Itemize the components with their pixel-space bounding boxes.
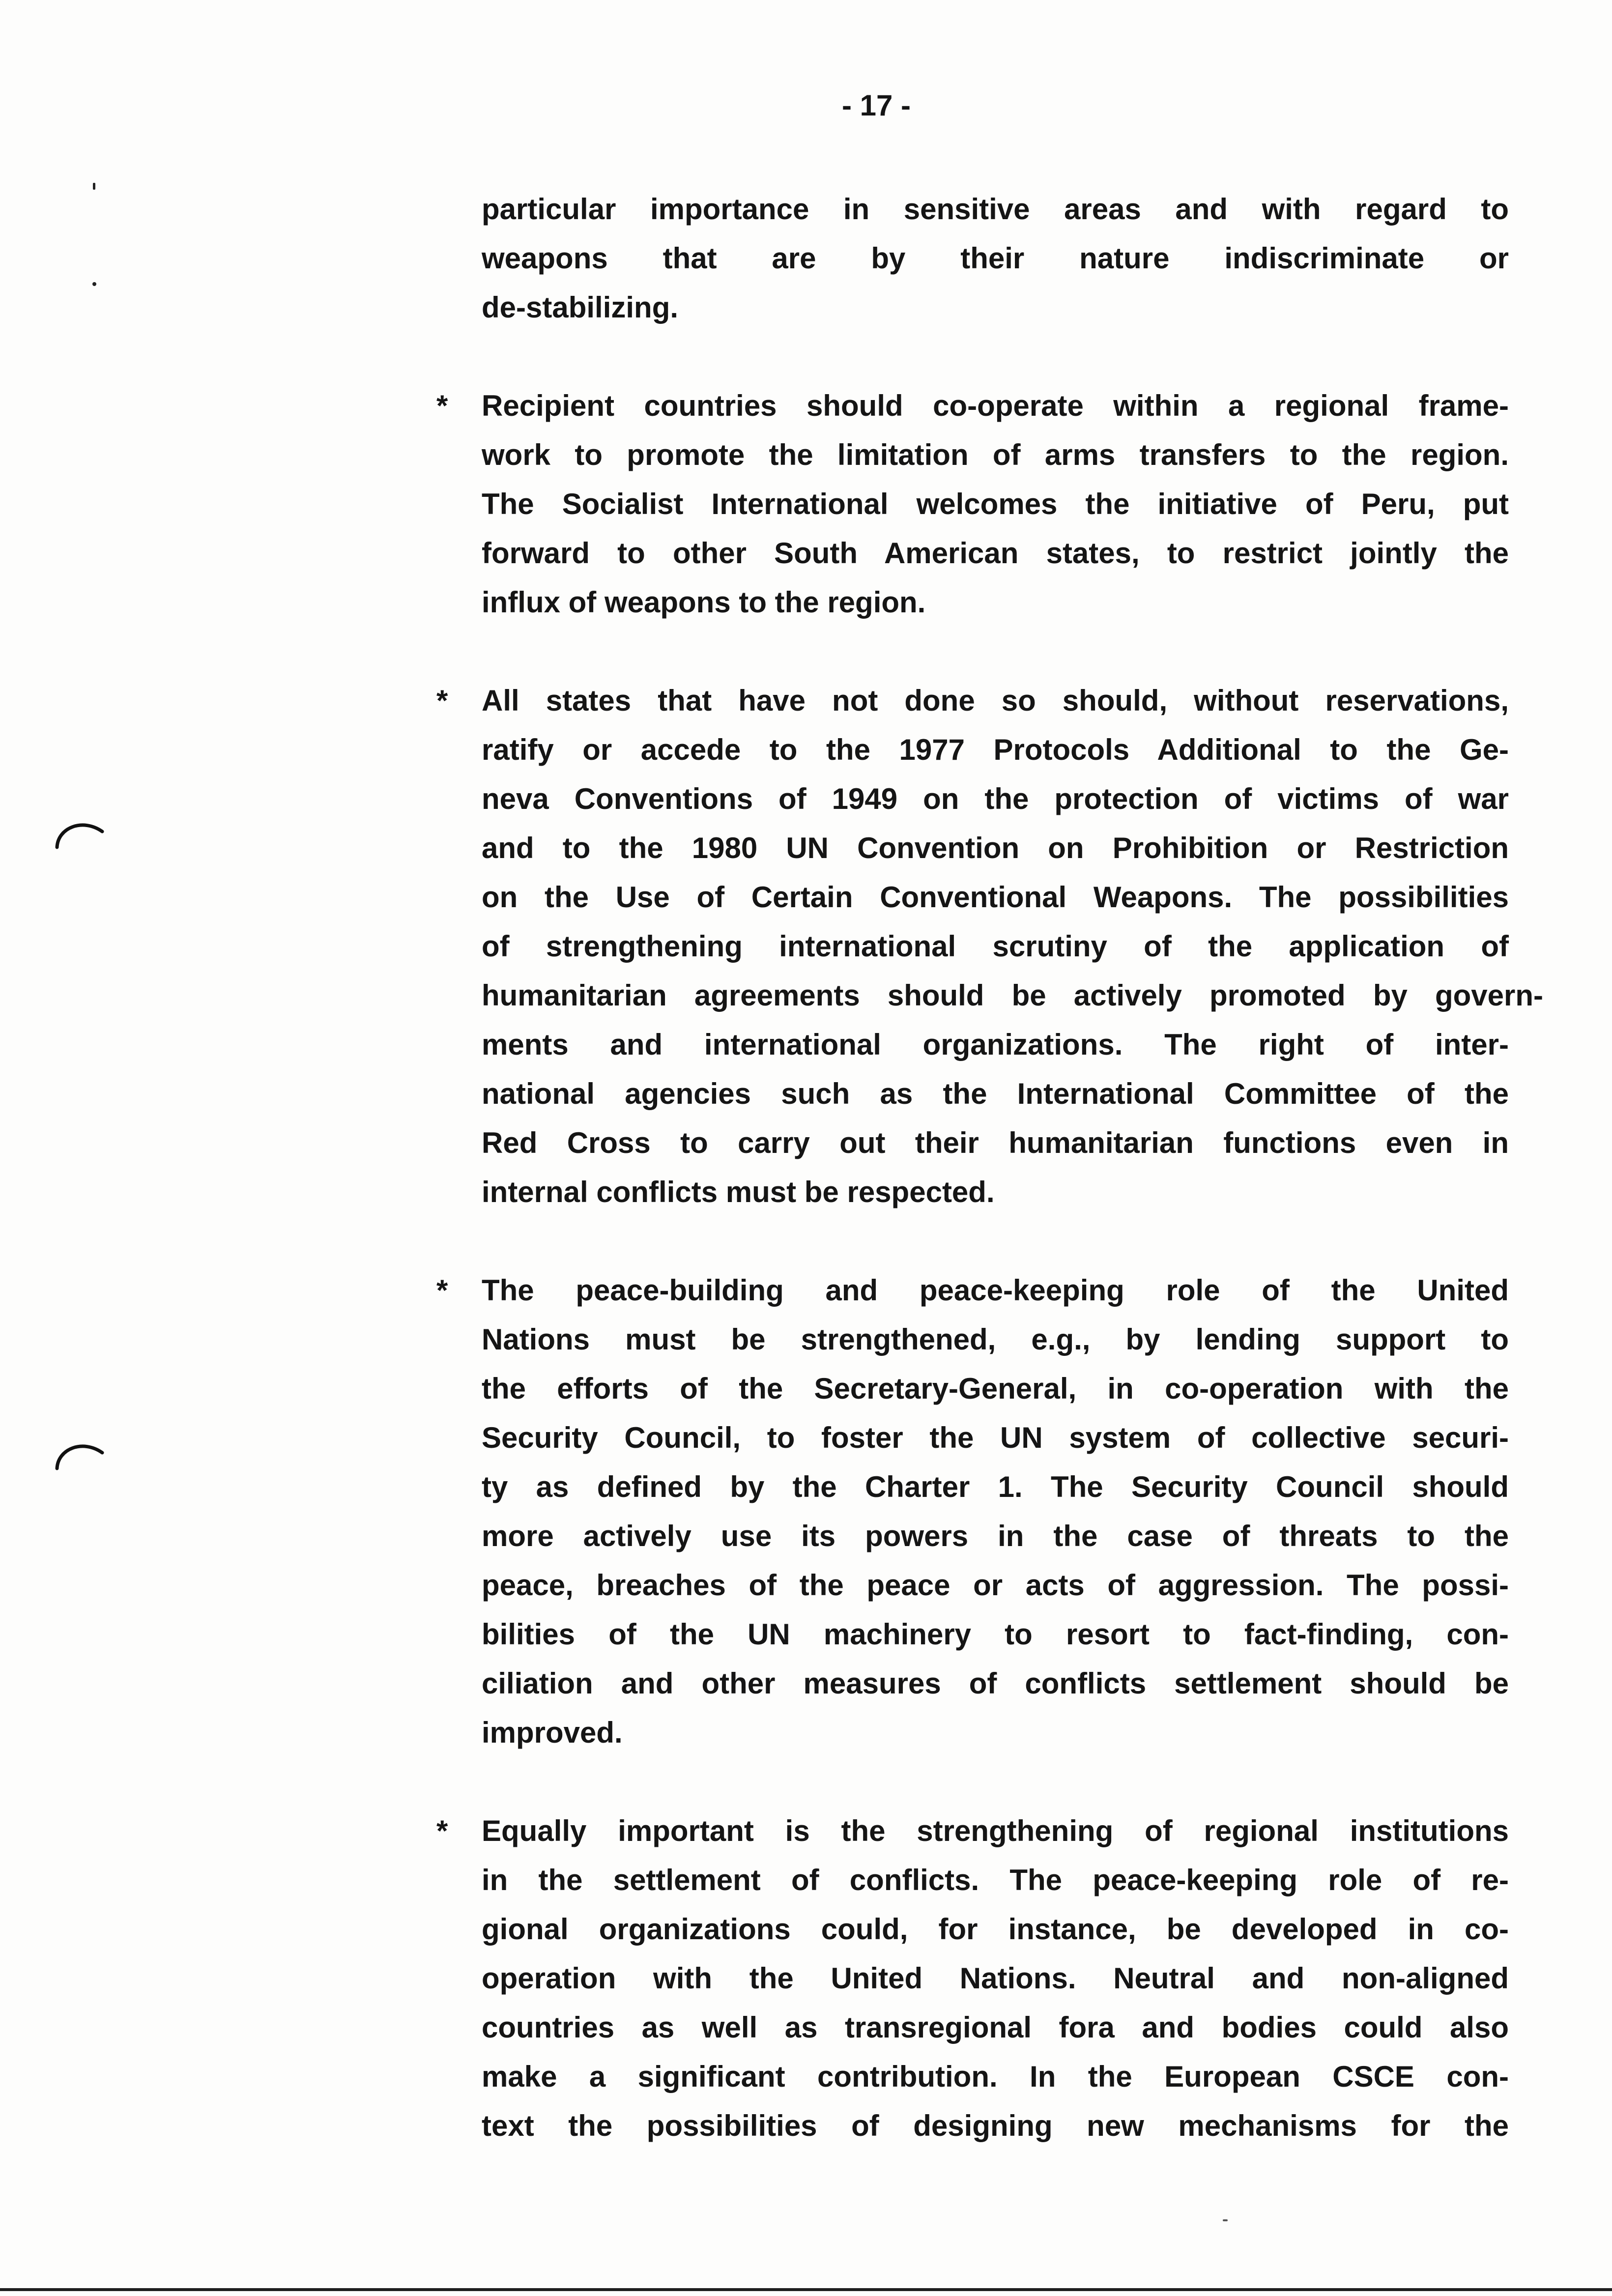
text-line: countries as well as transregional fora and bodies could also xyxy=(482,2011,1509,2044)
text-line: operation with the United Nations. Neutral and non-aligned xyxy=(482,1962,1509,1995)
text-line: influx of weapons to the region. xyxy=(482,586,926,619)
bullet-item xyxy=(436,381,1509,627)
text-line: Recipient countries should co-operate within a regional frame- xyxy=(482,389,1509,422)
text-line: The Socialist International welcomes the initiative of Peru, put xyxy=(482,488,1509,520)
text-line: Equally important is the strengthening of regional institutions xyxy=(482,1814,1509,1847)
text-line: internal conflicts must be respected. xyxy=(482,1176,995,1208)
text-line: forward to other South American states, to restrict jointly the xyxy=(482,537,1509,570)
punch-hole-arc-upper-stroke xyxy=(57,825,102,847)
text-line: ments and international organizations. The right of inter- xyxy=(482,1028,1509,1061)
text-line: make a significant contribution. In the European CSCE con- xyxy=(482,2060,1509,2093)
text-line: peace, breaches of the peace or acts of aggression. The possi- xyxy=(482,1569,1509,1602)
scan-tick-mark xyxy=(93,183,95,190)
text-line: weapons that are by their nature indiscriminate or xyxy=(482,242,1509,275)
page-number: - 17 - xyxy=(841,89,911,122)
text-line: more actively use its powers in the case of threats to the xyxy=(482,1520,1509,1552)
text-line: ratify or accede to the 1977 Protocols Additional to the Ge- xyxy=(482,733,1509,766)
punch-hole-arc-lower xyxy=(53,1439,107,1471)
bullet-item xyxy=(436,676,1543,1217)
bullet-asterisk: * xyxy=(436,389,448,422)
document-body xyxy=(436,185,1543,2151)
text-line: ty as defined by the Charter 1. The Security Council should xyxy=(482,1470,1509,1503)
text-line: work to promote the limitation of arms transfers to the region. xyxy=(482,438,1509,471)
text-line: de-stabilizing. xyxy=(482,291,679,324)
bullet-asterisk: * xyxy=(436,684,448,717)
text-line: the efforts of the Secretary-General, in co-operation with the xyxy=(482,1372,1509,1405)
text-line: particular importance in sensitive areas and with regard to xyxy=(482,193,1509,226)
text-line: ciliation and other measures of conflicts settlement should be xyxy=(482,1667,1509,1700)
text-line: in the settlement of conflicts. The peace-keeping role of re- xyxy=(482,1864,1509,1896)
text-line: humanitarian agreements should be actively promoted by govern- xyxy=(482,979,1543,1012)
text-line: neva Conventions of 1949 on the protection of victims of war xyxy=(482,782,1509,815)
text-line: gional organizations could, for instance, be developed in co- xyxy=(482,1913,1509,1946)
text-line: national agencies such as the International Committee of the xyxy=(482,1077,1509,1110)
bullet-asterisk: * xyxy=(436,1274,448,1307)
text-line: of strengthening international scrutiny of the application of xyxy=(482,930,1509,963)
text-line: All states that have not done so should, without reservations, xyxy=(482,684,1509,717)
scan-speck xyxy=(1223,2219,1228,2221)
text-line: bilities of the UN machinery to resort to fact-finding, con- xyxy=(482,1618,1509,1651)
text-line: The peace-building and peace-keeping role of the United xyxy=(482,1274,1509,1307)
text-line: Nations must be strengthened, e.g., by lending support to xyxy=(482,1323,1509,1356)
bullet-asterisk: * xyxy=(436,1814,448,1847)
text-line: Security Council, to foster the UN system of collective securi- xyxy=(482,1421,1509,1454)
bullet-item xyxy=(436,1807,1509,2151)
text-line: text the possibilities of designing new mechanisms for the xyxy=(482,2109,1509,2142)
intro-paragraph xyxy=(482,185,1509,332)
punch-hole-arc-lower-stroke xyxy=(57,1446,102,1468)
text-line: Red Cross to carry out their humanitarian functions even in xyxy=(482,1126,1509,1159)
text-line: improved. xyxy=(482,1716,623,1749)
text-line: on the Use of Certain Conventional Weapons. The possibilities xyxy=(482,881,1509,914)
scan-dot-mark xyxy=(92,282,96,286)
punch-hole-arc-upper xyxy=(53,818,107,850)
text-line: and to the 1980 UN Convention on Prohibition or Restriction xyxy=(482,832,1509,864)
bullet-item xyxy=(436,1266,1509,1757)
page-bottom-edge xyxy=(0,2288,1612,2291)
